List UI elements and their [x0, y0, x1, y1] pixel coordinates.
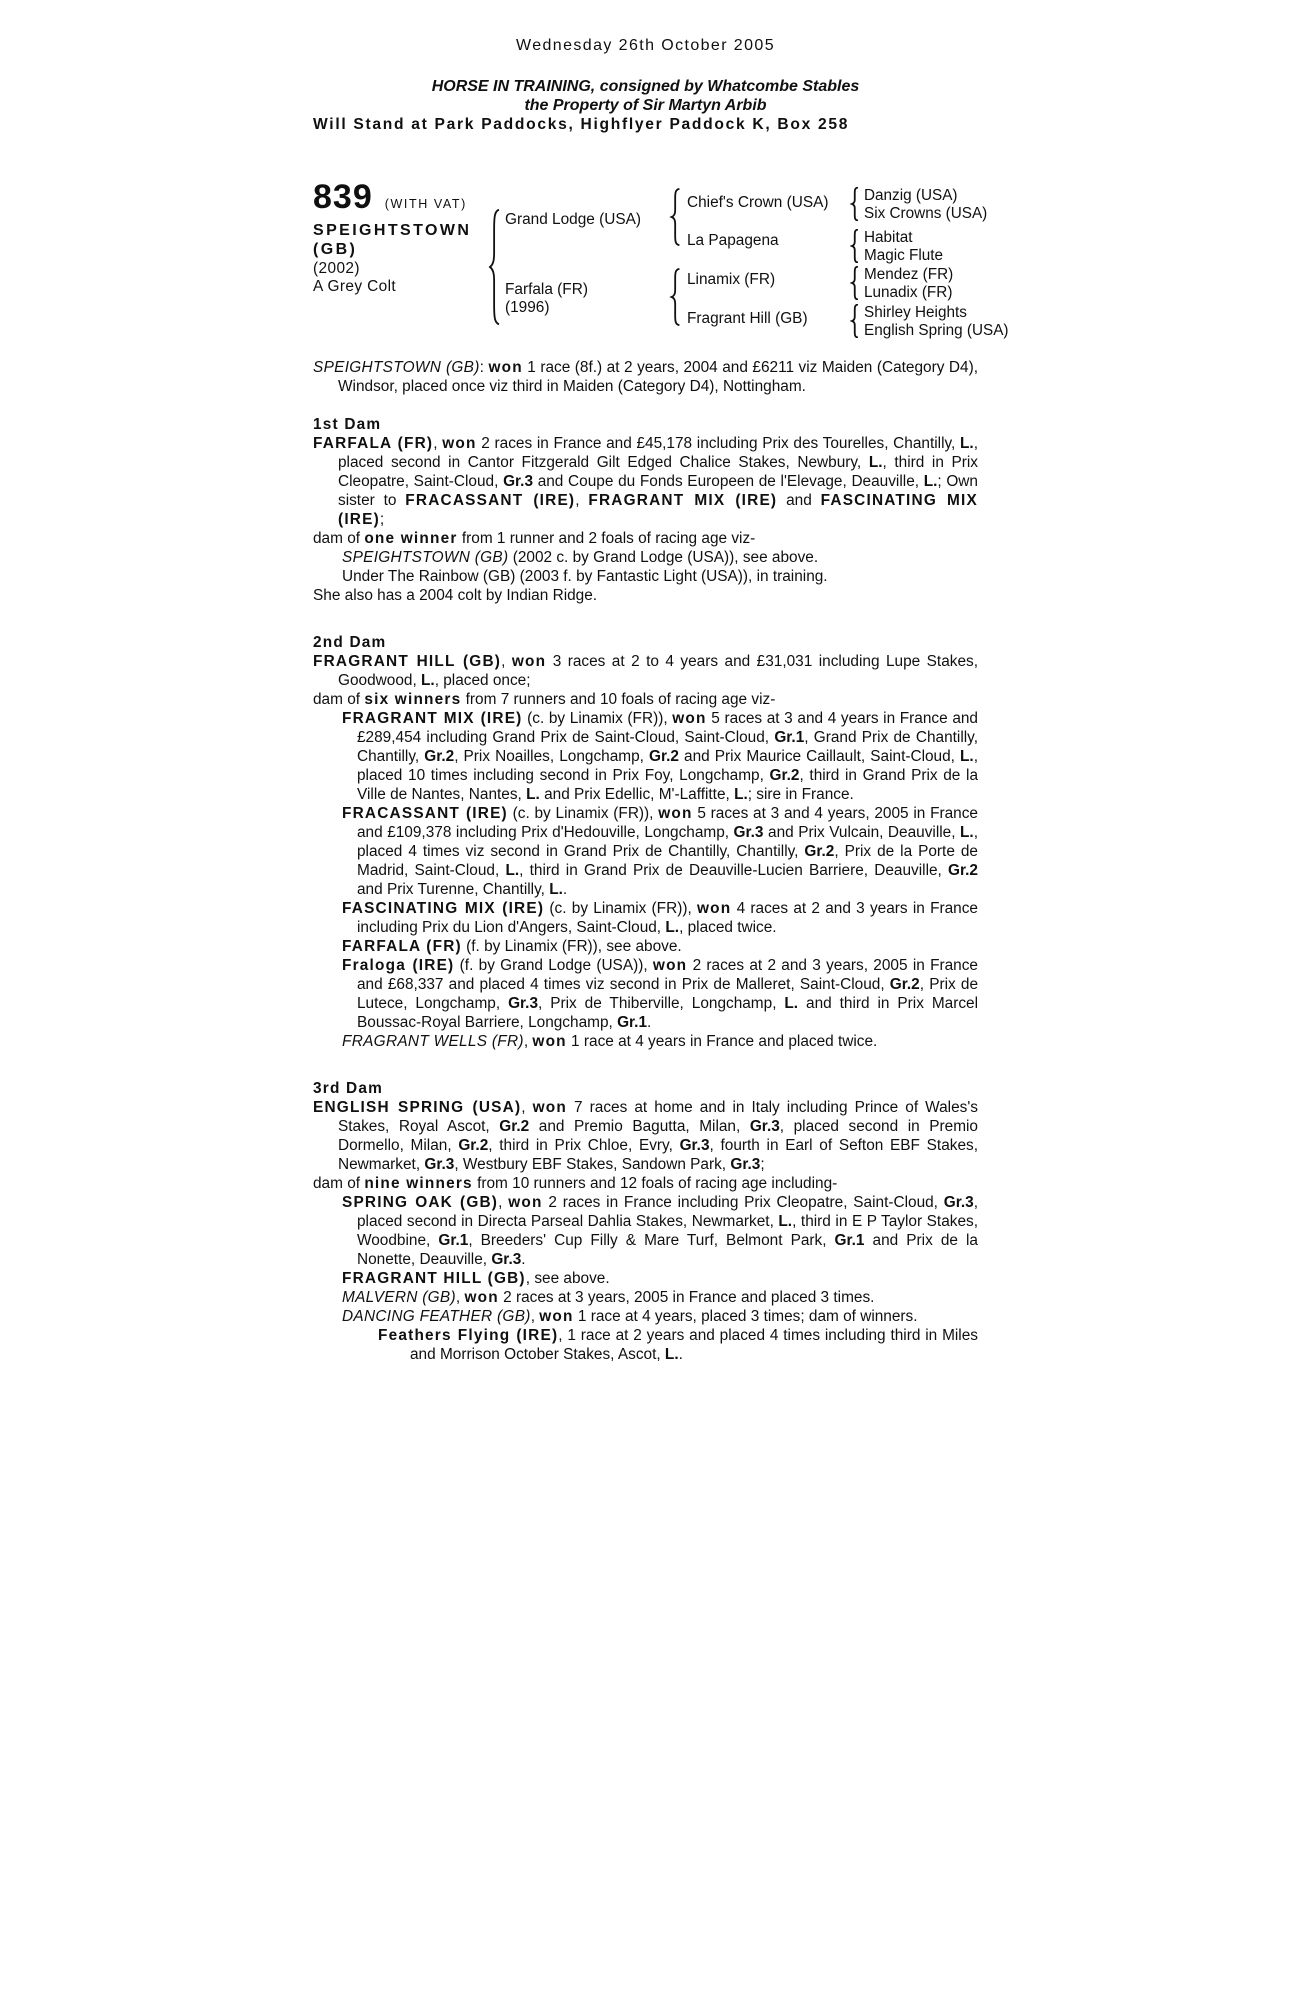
produce-entry-under-the-rainbow: Under The Rainbow (GB) (2003 f. by Fantastic Light (USA)), in training. [342, 568, 828, 585]
dam1-note: She also has a 2004 colt by Indian Ridge. [313, 587, 598, 604]
pedigree-gg-name: Danzig (USA) [864, 187, 958, 204]
produce-entry-dancing-feather: DANCING FEATHER (GB), won 1 race at 4 years, placed 3 times; dam of winners. [342, 1308, 918, 1325]
consignment-line: HORSE IN TRAINING, consigned by Whatcombe Stables [431, 78, 860, 95]
pedigree-sire: Grand Lodge (USA) [505, 211, 642, 228]
second-dam-heading: 2nd Dam [313, 634, 387, 651]
produce-entry-fraloga: Fraloga (IRE) (f. by Grand Lodge (USA)), won 2 races at 2 and 3 years, 2005 in France and £68,337 and placed 4 times viz second in Prix de Malleret, Saint-Cloud, Gr.2, Prix de Lutece, Longchamp, Gr.3, Prix de Thiberville, Longchamp, L. and third in Prix Marcel Boussac-Royal Barriere, Longchamp, Gr.1. [342, 957, 979, 1031]
lot-line [313, 178, 467, 216]
pedigree-dam-dam: Fragrant Hill (GB) [687, 310, 808, 327]
pedigree-gg-pair-2 [864, 229, 943, 265]
pedigree-gg-name: Six Crowns (USA) [864, 205, 988, 222]
horse-name-line1: SPEIGHTSTOWN [313, 222, 472, 239]
property-line: the Property of Sir Martyn Arbib [524, 97, 767, 114]
dam3-mare-record: ENGLISH SPRING (USA), won 7 races at home and in Italy including Prince of Wales's Stakes, Royal Ascot, Gr.2 and Premio Bagutta, Milan, Gr.3, placed second in Premio Dormello, Milan, Gr.2, third in Prix Chloe, Evry, Gr.3, fourth in Earl of Sefton EBF Stakes, Newmarket, Gr.3, Westbury EBF Stakes, Sandown Park, Gr.3; [313, 1099, 978, 1173]
pedigree-gg-name: Mendez (FR) [864, 266, 954, 283]
pedigree-gg-pair-1 [864, 187, 987, 223]
pedigree-brace-icon [669, 268, 682, 326]
pedigree-brace-icon [487, 208, 502, 326]
pedigree-gg-name: Magic Flute [864, 247, 944, 264]
produce-entry-fascinating-mix: FASCINATING MIX (IRE) (c. by Linamix (FR)), won 4 races at 2 and 3 years in France including Prix du Lion d'Angers, Saint-Cloud, L., placed twice. [342, 900, 978, 936]
pedigree-brace-icon [850, 304, 860, 338]
pedigree-gg-name: Lunadix (FR) [864, 284, 953, 301]
pedigree-gg-name: English Spring (USA) [864, 322, 1009, 339]
vat-note: (WITH VAT) [384, 197, 467, 211]
produce-entry-malvern: MALVERN (GB), won 2 races at 3 years, 2005 in France and placed 3 times. [342, 1289, 875, 1306]
dam3-produce-intro: dam of nine winners from 10 runners and 12 foals of racing age including- [313, 1175, 838, 1192]
pedigree-gg-pair-3 [864, 266, 953, 302]
sale-date: Wednesday 26th October 2005 [516, 37, 775, 54]
dam1-produce-intro: dam of one winner from 1 runner and 2 foals of racing age viz- [313, 530, 756, 547]
produce-entry-fragrant-hill: FRAGRANT HILL (GB), see above. [342, 1270, 610, 1287]
pedigree-gg-pair-4 [864, 304, 1009, 340]
race-record: SPEIGHTSTOWN (GB): won 1 race (8f.) at 2 years, 2004 and £6211 viz Maiden (Category D4), Windsor, placed once viz third in Maiden (Category D4), Nottingham. [313, 359, 978, 395]
stand-location-line: Will Stand at Park Paddocks, Highflyer Paddock K, Box 258 [313, 116, 850, 133]
first-dam-heading: 1st Dam [313, 416, 382, 433]
pedigree-brace-icon [850, 266, 860, 300]
pedigree-sire-sire: Chief's Crown (USA) [687, 194, 829, 211]
pedigree-sire-dam: La Papagena [687, 232, 779, 249]
pedigree-brace-icon [669, 188, 682, 246]
produce-entry-farfala: FARFALA (FR) (f. by Linamix (FR)), see above. [342, 938, 682, 955]
produce-entry-feathers-flying: Feathers Flying (IRE), 1 race at 2 years and placed 4 times including third in Miles and Morrison October Stakes, Ascot, L.. [378, 1327, 978, 1363]
pedigree-dam-year: (1996) [505, 299, 550, 316]
third-dam-heading: 3rd Dam [313, 1080, 383, 1097]
horse-colour-sex: A Grey Colt [313, 278, 397, 295]
produce-entry-fragrant-mix: FRAGRANT MIX (IRE) (c. by Linamix (FR)), won 5 races at 3 and 4 years in France and £289,454 including Grand Prix de Saint-Cloud, Saint-Cloud, Gr.1, Grand Prix de Chantilly, Chantilly, Gr.2, Prix Noailles, Longchamp, Gr.2 and Prix Maurice Caillault, Saint-Cloud, L., placed 10 times including second in Prix Foy, Longchamp, Gr.2, third in Grand Prix de la Ville de Nantes, Nantes, L. and Prix Edellic, M'-Laffitte, L.; sire in France. [342, 710, 979, 803]
pedigree-brace-icon [850, 229, 860, 263]
horse-foaling-year: (2002) [313, 260, 360, 277]
page-content [313, 0, 1009, 1364]
pedigree-brace-icon [850, 187, 860, 221]
produce-entry-fragrant-wells: FRAGRANT WELLS (FR), won 1 race at 4 years in France and placed twice. [342, 1033, 878, 1050]
pedigree-gg-name: Habitat [864, 229, 913, 246]
horse-name-line2: (GB) [313, 241, 358, 258]
dam1-mare-record: FARFALA (FR), won 2 races in France and £45,178 including Prix des Tourelles, Chantilly, L., placed second in Cantor Fitzgerald Gilt Edged Chalice Stakes, Newbury, L., third in Prix Cleopatre, Saint-Cloud, Gr.3 and Coupe du Fonds Europeen de l'Elevage, Deauville, L.; Own sister to FRACASSANT (IRE), FRAGRANT MIX (IRE) and FASCINATING MIX (IRE); [313, 435, 978, 528]
dam2-produce-intro: dam of six winners from 7 runners and 10 foals of racing age viz- [313, 691, 776, 708]
produce-entry-fracassant: FRACASSANT (IRE) (c. by Linamix (FR)), won 5 races at 3 and 4 years, 2005 in France and £109,378 including Prix d'Hedouville, Longchamp, Gr.3 and Prix Vulcain, Deauville, L., placed 4 times viz second in Grand Prix de Chantilly, Chantilly, Gr.2, Prix de la Porte de Madrid, Saint-Cloud, L., third in Grand Prix de Deauville-Lucien Barriere, Deauville, Gr.2 and Prix Turenne, Chantilly, L.. [342, 805, 978, 898]
produce-entry-speightstown: SPEIGHTSTOWN (GB) (2002 c. by Grand Lodge (USA)), see above. [342, 549, 819, 566]
pedigree-table [313, 178, 1033, 342]
produce-entry-spring-oak: SPRING OAK (GB), won 2 races in France including Prix Cleopatre, Saint-Cloud, Gr.3, placed second in Directa Parseal Dahlia Stakes, Newmarket, L., third in E P Taylor Stakes, Woodbine, Gr.1, Breeders' Cup Filly & Mare Turf, Belmont Park, Gr.1 and Prix de la Nonette, Deauville, Gr.3. [342, 1194, 978, 1268]
pedigree-dam: Farfala (FR) [505, 281, 588, 298]
dam2-mare-record: FRAGRANT HILL (GB), won 3 races at 2 to 4 years and £31,031 including Lupe Stakes, Goodwood, L., placed once; [313, 653, 978, 689]
lot-number: 839 [313, 178, 373, 216]
pedigree-dam-sire: Linamix (FR) [687, 271, 776, 288]
pedigree-gg-name: Shirley Heights [864, 304, 967, 321]
